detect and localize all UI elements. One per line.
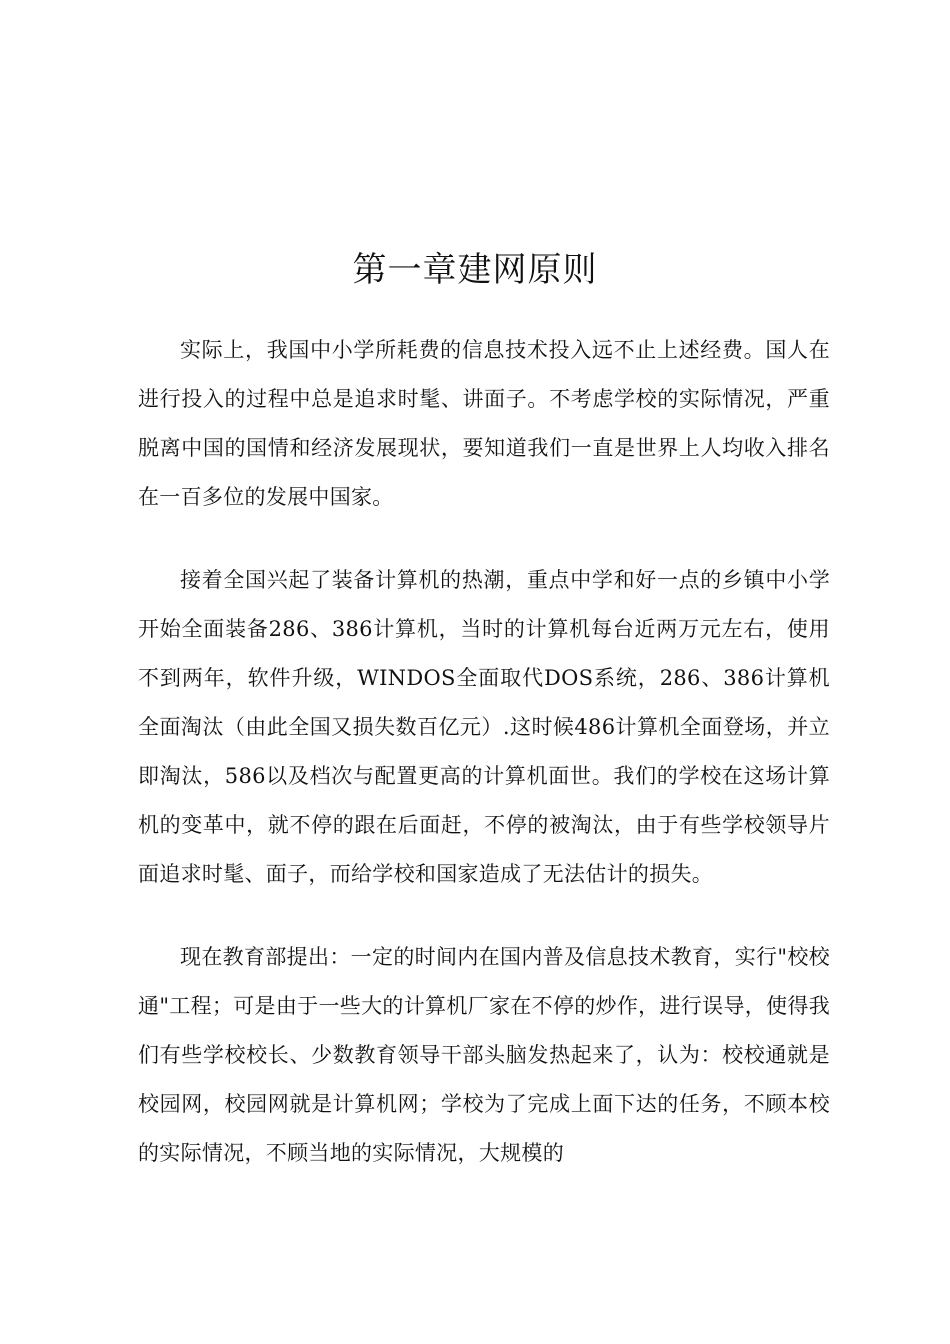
body-text: [138, 326, 830, 1212]
chapter-title: 第一章建网原则: [352, 250, 598, 290]
paragraph-1: 实际上，我国中小学所耗费的信息技术投入远不止上述经费。国人在进行投入的过程中总是追求时髦、讲面子。不考虑学校的实际情况，严重脱离中国的国情和经济发展现状，要知道我们一直是世界上人均收入排名在一百多位的发展中国家。: [138, 338, 830, 509]
paragraph-2: 接着全国兴起了装备计算机的热潮，重点中学和好一点的乡镇中小学开始全面装备286、386计算机，当时的计算机每台近两万元左右，使用不到两年，软件升级，WINDOS全面取代DOS系统，286、386计算机全面淘汰（由此全国又损失数百亿元）.这时候486计算机全面登场，并立即淘汰，586以及档次与配置更高的计算机面世。我们的学校在这场计算机的变革中，就不停的跟在后面赶，不停的被淘汰，由于有些学校领导片面追求时髦、面子，而给学校和国家造成了无法估计的损失。: [138, 568, 830, 886]
paragraph-3: 现在教育部提出：一定的时间内在国内普及信息技术教育，实行"校校通"工程；可是由于一些大的计算机厂家在不停的炒作，进行误导，使得我们有些学校校长、少数教育领导干部头脑发热起来了，认为：校校通就是校园网，校园网就是计算机网；学校为了完成上面下达的任务，不顾本校的实际情况，不顾当地的实际情况，大规模的: [138, 945, 830, 1165]
